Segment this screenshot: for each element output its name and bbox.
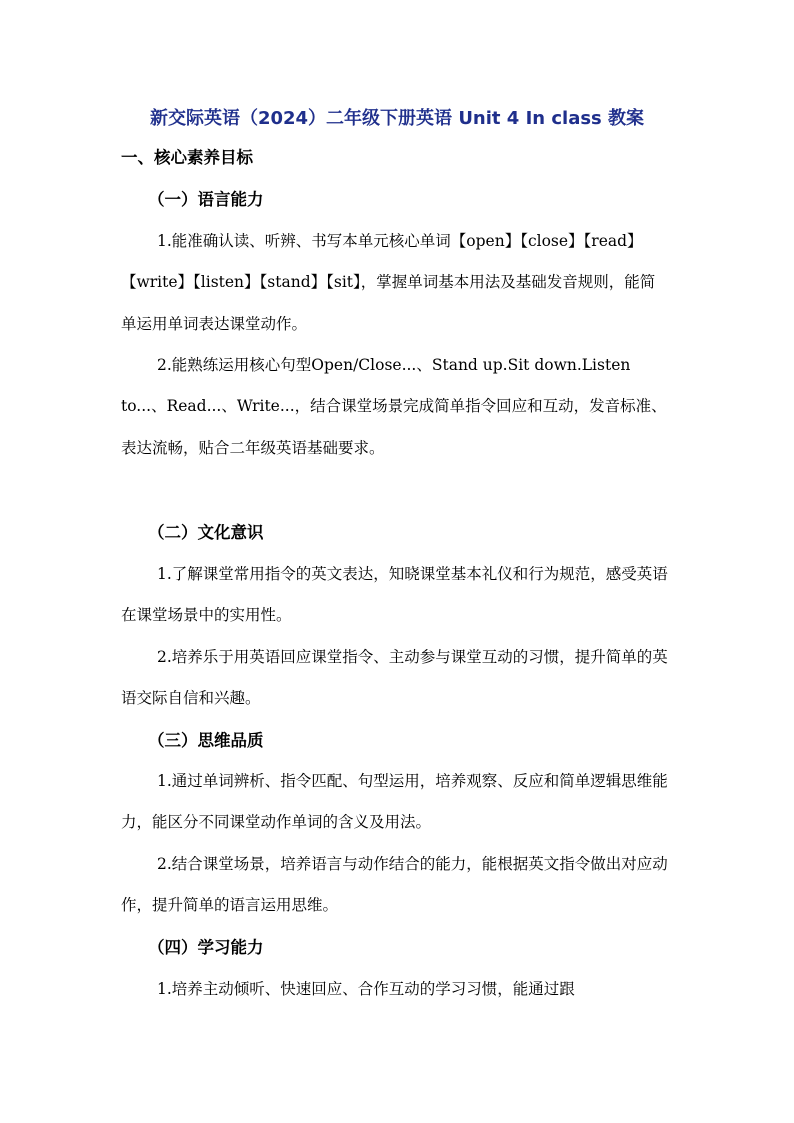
document-title: 新交际英语（2024）二年级下册英语 Unit 4 In class 教案: [149, 108, 645, 129]
culture-paragraph-2: 2.培养乐于用英语回应课堂指令、主动参与课堂互动的习惯，提升简单的英语交际自信和兴趣。: [121, 648, 668, 708]
language-paragraph-2: 2.能熟练运用核心句型Open/Close...、Stand up.Sit down.Listen to...、Read...、Write...，结合课堂场景完成简单指令回应和互动，发音标准、表达流畅，贴合二年级英语基础要求。: [121, 356, 667, 457]
thinking-paragraph-1: 1.通过单词辨析、指令匹配、句型运用，培养观察、反应和简单逻辑思维能力，能区分不同课堂动作单词的含义及用法。: [121, 772, 668, 832]
thinking-paragraph-2: 2.结合课堂场景，培养语言与动作结合的能力，能根据英文指令做出对应动作，提升简单的语言运用思维。: [121, 855, 668, 915]
language-paragraph-1: 1.能准确认读、听辨、书写本单元核心单词【open】【close】【read】【write】【listen】【stand】【sit】，掌握单词基本用法及基础发音规则，能简单运用单词表达课堂动作。: [121, 232, 656, 333]
culture-paragraph-1: 1.了解课堂常用指令的英文表达，知晓课堂基本礼仪和行为规范，感受英语在课堂场景中的实用性。: [121, 565, 668, 625]
subsection-heading-learning: （四）学习能力: [148, 938, 264, 957]
subsection-heading-thinking: （三）思维品质: [148, 731, 264, 750]
learning-paragraph-1: 1.培养主动倾听、快速回应、合作互动的学习习惯，能通过跟: [157, 980, 575, 998]
section-heading-core-goals: 一、核心素养目标: [121, 148, 253, 167]
subsection-heading-language: （一）语言能力: [148, 190, 264, 209]
subsection-heading-culture: （二）文化意识: [148, 523, 264, 542]
